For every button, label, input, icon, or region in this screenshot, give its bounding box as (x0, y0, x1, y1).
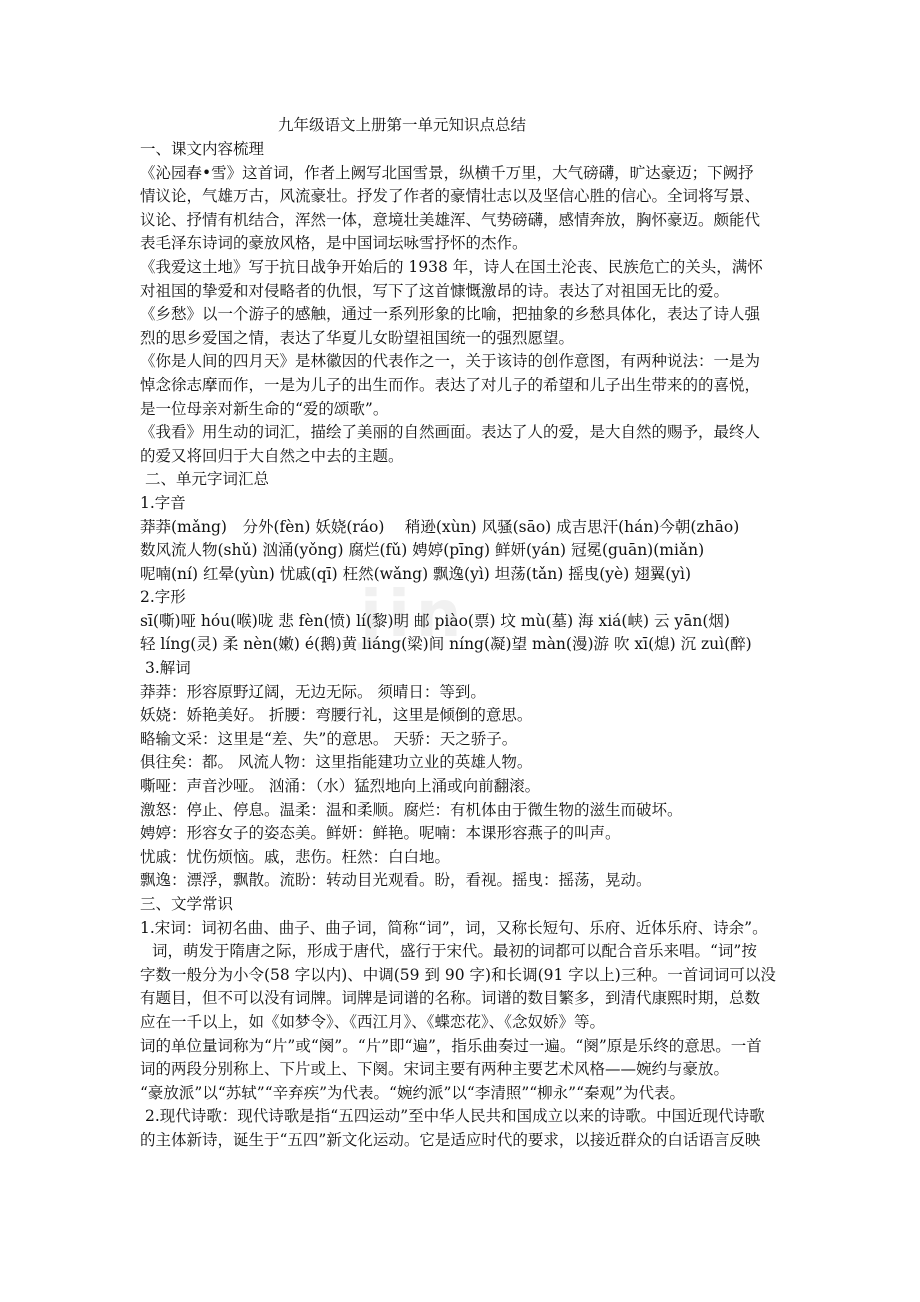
paragraph-line: 词的两段分别称上、下片或上、下阕。宋词主要有两种主要艺术风格——婉约与豪放。 (140, 1060, 730, 1079)
definition-line: 娉婷：形容女子的姿态美。鲜妍：鲜艳。呢喃：本课形容燕子的叫声。 (140, 824, 621, 843)
paragraph-line: 的主体新诗，诞生于“五四”新文化运动。它是适应时代的要求，以接近群众的白话语言反映 (140, 1130, 761, 1149)
subsection-heading: 2.字形 (140, 588, 186, 607)
paragraph-line: 议论、抒情有机结合，浑然一体，意境壮美雄浑、气势磅礴，感情奔放，胸怀豪迈。颇能代 (140, 210, 761, 229)
definition-line: 忧戚：忧伤烦恼。戚，悲伤。枉然：白白地。 (140, 847, 451, 866)
definition-line: 嘶哑：声音沙哑。 汹涌：（水）猛烈地向上涌或向前翻滚。 (140, 777, 541, 796)
paragraph-line: 应在一千以上，如《如梦令》、《西江月》、《蝶恋花》、《念奴娇》等。 (140, 1012, 606, 1031)
paragraph-line: 1.宋词：词初名曲、曲子、曲子词，简称“词”，词，又称长短句、乐府、近体乐府、诗余”。 (140, 918, 768, 937)
paragraph-line: 《乡愁》以一个游子的感触，通过一系列形象的比喻，把抽象的乡愁具体化，表达了诗人强 (140, 305, 761, 324)
section-heading: 二、单元字词汇总 (145, 470, 270, 489)
character-form-line: 轻 líng(灵) 柔 nèn(嫩) é(鹅)黄 liáng(梁)间 níng(凝)望 màn(漫)游 吹 xī(熄) 沉 zuì(醉) (140, 635, 752, 654)
subsection-heading: 1.字音 (140, 493, 186, 512)
watermark: jin (360, 578, 468, 652)
paragraph-line: 《我看》用生动的词汇，描绘了美丽的自然画面。表达了人的爱，是大自然的赐予，最终人 (140, 423, 761, 442)
definition-line: 激怒：停止、停息。温柔：温和柔顺。腐烂：有机体由于微生物的滋生而破坏。 (140, 800, 683, 819)
paragraph-line: 词，萌发于隋唐之际，形成于唐代，盛行于宋代。最初的词都可以配合音乐来唱。“词”按 (152, 942, 757, 961)
paragraph-line: 烈的思乡爱国之情，表达了华夏儿女盼望祖国统一的强烈愿望。 (140, 328, 575, 347)
definition-line: 略输文采：这里是“差、失”的意思。 天骄：天之骄子。 (140, 729, 518, 748)
paragraph-line: 《沁园春•雪》这首词，作者上阙写北国雪景，纵横千万里，大气磅礴，旷达豪迈；下阙抒 (140, 163, 754, 182)
paragraph-line: “豪放派”以“苏轼”“辛弃疾”为代表。“婉约派”以“李清照”“柳永”“秦观”为代表。 (140, 1083, 685, 1102)
character-form-line: sī(嘶)哑 hóu(喉)咙 悲 fèn(愤) lí(黎)明 邮 piào(票) 坟 mù(墓) 海 xiá(峡) 云 yān(烟) (140, 611, 730, 630)
section-heading: 三、文学常识 (140, 895, 234, 913)
paragraph-line: 《我爱这土地》写于抗日战争开始后的 1938 年，诗人在国土沦丧、民族危亡的关头，满怀 (140, 257, 763, 276)
pinyin-line: 莽莽(mǎng) 分外(fèn) 妖娆(ráo) 稍逊(xùn) 风骚(sāo) 成吉思汗(hán)今朝(zhāo) (140, 517, 740, 536)
document-title: 九年级语文上册第一单元知识点总结 (278, 116, 527, 134)
definition-line: 飘逸：漂浮，飘散。流盼：转动目光观看。盼，看视。摇曳：摇荡，晃动。 (140, 871, 652, 890)
section-heading: 一、课文内容梳理 (140, 140, 265, 158)
paragraph-line: 表毛泽东诗词的豪放风格，是中国词坛咏雪抒怀的杰作。 (140, 234, 528, 253)
paragraph-line: 字数一般分为小令(58 字以内)、中调(59 到 90 字)和长调(91 字以上)三种。一首词词可以没 (140, 965, 776, 984)
pinyin-line: 数风流人物(shǔ) 汹涌(yǒng) 腐烂(fǔ) 娉婷(pīng) 鲜妍(yán) 冠冕(guān)(miǎn) (140, 541, 705, 560)
paragraph-line: 有题目，但不可以没有词牌。词牌是词谱的名称。词谱的数目繁多，到清代康熙时期，总数 (140, 989, 761, 1008)
definition-line: 俱往矣：都。 风流人物：这里指能建功立业的英雄人物。 (140, 753, 533, 772)
definition-line: 妖娆：娇艳美好。 折腰：弯腰行礼，这里是倾倒的意思。 (140, 706, 533, 725)
paragraph-line: 悼念徐志摩而作，一是为儿子的出生而作。表达了对儿子的希望和儿子出生带来的的喜悦， (140, 375, 761, 394)
paragraph-line: 的爱又将回归于大自然之中去的主题。 (140, 446, 404, 465)
pinyin-line: 呢喃(ní) 红晕(yùn) 忧戚(qī) 枉然(wǎng) 飘逸(yì) 坦荡(tǎn) 摇曳(yè) 翅翼(yì) (140, 564, 692, 583)
paragraph-line: 是一位母亲对新生命的“爱的颂歌”。 (140, 399, 389, 418)
definition-line: 莽莽：形容原野辽阔，无边无际。 须晴日：等到。 (140, 682, 486, 701)
paragraph-line: 词的单位量词称为“片”或“阕”。“片”即“遍”，指乐曲奏过一遍。“阕”原是乐终的意思。一首 (140, 1036, 762, 1055)
subsection-heading: 3.解词 (145, 659, 191, 678)
paragraph-line: 情议论，气雄万古，风流豪壮。抒发了作者的豪情壮志以及坚信心胜的信心。全词将写景、 (140, 187, 761, 206)
paragraph-line: 《你是人间的四月天》是林徽因的代表作之一，关于该诗的创作意图，有两种说法：一是为 (140, 352, 761, 371)
paragraph-line: 2.现代诗歌：现代诗歌是指“五四运动”至中华人民共和国成立以来的诗歌。中国近现代诗歌 (145, 1107, 765, 1126)
paragraph-line: 对祖国的挚爱和对侵略者的仇恨，写下了这首慷慨激昂的诗。表达了对祖国无比的爱。 (140, 281, 730, 300)
document-page (140, 112, 792, 1153)
